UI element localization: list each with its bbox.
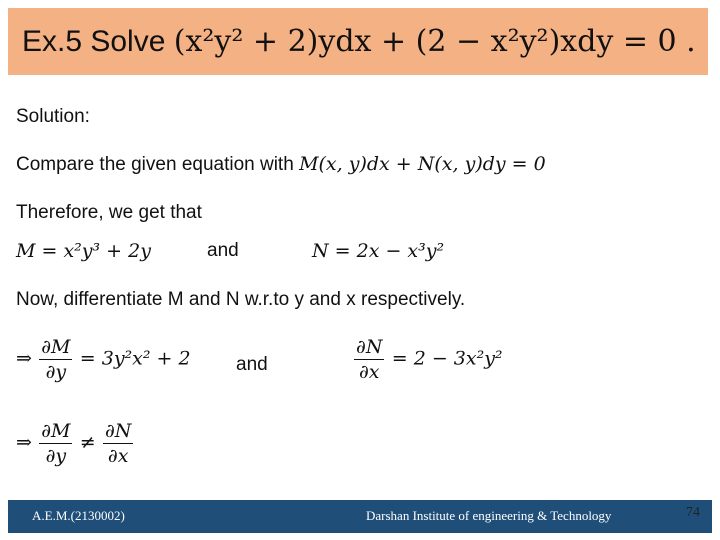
not-equal-sign: ≠ [79,431,96,454]
solution-label: Solution: [16,106,90,127]
dm-numerator: ∂M [41,336,71,358]
dn-denominator: ∂x [358,361,380,383]
inequality-left-num: ∂M [41,420,71,442]
general-form: M(x, y)dx + N(x, y)dy = 0 [299,153,546,175]
compare-line [16,153,546,176]
therefore-line: Therefore, we get that [16,202,202,223]
and-label-2: and [236,354,268,375]
dn-dx-fraction [354,336,384,383]
institute-name: Darshan Institute of engineering & Technology [366,508,612,523]
dn-rhs: = 2 − 3x²y² [391,347,503,370]
title-equation: (x²y² + 2)ydx + (2 − x²y²)xdy = 0 . [173,24,696,59]
dn-derivative [352,336,503,383]
inequality-line [16,420,135,467]
dm-dy-fraction [39,336,72,383]
title-bar [8,8,708,75]
inequality-right-num: ∂N [104,420,132,442]
n-expression: N = 2x − x³y² [312,240,445,262]
footer-bar [8,500,712,533]
differentiate-line: Now, differentiate M and N w.r.to y and x respectively. [16,289,466,310]
inequality-right-fraction [103,420,133,467]
m-definition [16,240,151,263]
dm-rhs: = 3y²x² + 2 [79,347,191,370]
slide-title [22,24,696,59]
title-prefix: Ex.5 Solve [22,25,174,58]
n-definition [312,240,444,263]
dn-numerator: ∂N [356,336,383,358]
inequality-left-den: ∂y [45,445,67,467]
inequality-right-den: ∂x [107,445,129,467]
dm-derivative [16,336,191,383]
inequality-left-fraction [39,420,72,467]
dm-denominator: ∂y [45,361,67,383]
implies-arrow-2: ⇒ [16,431,32,454]
and-label-1: and [207,240,239,261]
implies-arrow: ⇒ [16,347,32,370]
course-code: A.E.M.(2130002) [32,508,125,523]
compare-text: Compare the given equation with [16,154,300,175]
page-number: 74 [686,505,700,520]
m-expression: M = x²y³ + 2y [16,240,151,262]
